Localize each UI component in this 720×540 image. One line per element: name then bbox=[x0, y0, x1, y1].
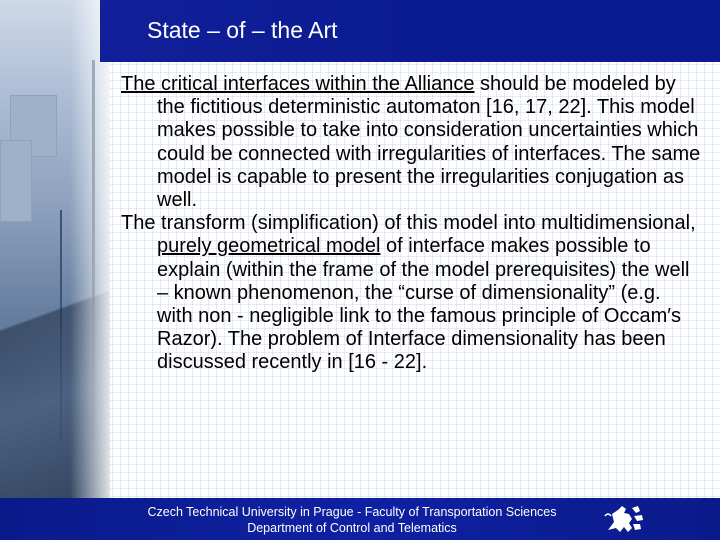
footer-department: Department of Control and Telematics bbox=[247, 521, 457, 535]
paragraph-2-text-start: The transform (simplification) of this model into multidimensional, bbox=[121, 212, 696, 235]
background-fade bbox=[70, 0, 110, 498]
lion-emblem-icon bbox=[602, 502, 646, 536]
underlined-phrase: The critical interfaces within the Alliance bbox=[121, 73, 475, 95]
footer-university: Czech Technical University in Prague - Faculty of Transportation Sciences bbox=[147, 505, 557, 519]
slide-body bbox=[121, 73, 701, 375]
paragraph-1-text: should be modeled by the fictitious deterministic automaton [16, 17, 22]. This model makes possible to take into consideration uncertainties which could be connected with irregularities of interfaces. The same model is capable to present the irregularities conjugation as well. bbox=[157, 73, 701, 212]
paragraph-1 bbox=[121, 73, 701, 212]
background-building bbox=[0, 140, 32, 222]
slide-title: State – of – the Art bbox=[147, 17, 338, 43]
underlined-phrase: purely geometrical model bbox=[157, 235, 381, 258]
paragraph-2-text-end: of interface makes possible to explain (within the frame of the model prerequisites) the well – known phenomenon, the “curse of dimensionality” (e.g. with non - negligible link to the famous principle of Occam′s Razor). The problem of Interface dimensionality has been discussed recently in [16 - 22]. bbox=[157, 235, 690, 374]
paragraph-2 bbox=[121, 212, 701, 374]
background-photo-highway bbox=[0, 0, 110, 498]
